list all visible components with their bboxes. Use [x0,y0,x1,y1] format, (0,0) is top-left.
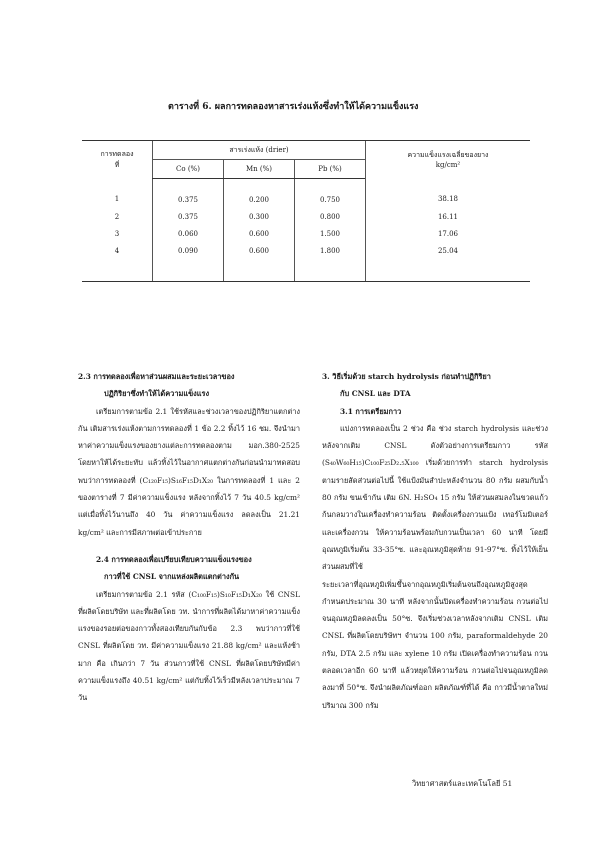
section-3-1-heading: 3.1 การเตรียมกาว [340,406,402,416]
cell-co: 0.060 [153,225,224,242]
left-column [78,368,300,707]
section-2-4-body: เตรียมการตามข้อ 2.1 รหัส (C₁₀₀F₁₅)S₁₀F₁₅D₁X₂₀ ใช้ CNSL ที่ผลิตโดยบริษัท และที่ผลิตโดย วท. นำการที่ผลิตได้มาหาค่าความแข็งแรงของรอยต่อของกาวทั้งสองเทียบกันกับข้อ 2.3 พบว่ากาวที่ใช้ CNSL ที่ผลิตโดย วท. มีค่าความแข็งแรง 21.88 kg/cm² และแห้งช้ามาก คือ เกินกว่า 7 วัน ส่วนกาวที่ใช้ CNSL ที่ผลิตโดยบริษัทมีค่าความแข็งแรงถึง 40.51 kg/cm² แต่กับทิ้งไว้เร็วมีหลังเวลาประมาณ 7 วัน [78,589,300,703]
cell-mn: 0.600 [224,225,295,242]
section-3-1-body-a: แบ่งการทดลองเป็น 2 ช่วง คือ ช่วง starch hydrolysis และช่วงหลังจากเติม CNSL ดังตัวอย่างการเตรียมกาว รหัส (S₄₀W₆₀H₁₅)C₁₀₀F₂₅D₂.₅X₁₀₀ เริ่มด้วยการทำ starch hydrolysis ตามรายสัดส่วนต่อไปนี้ ใช้แป้งมันสำปะหลังจำนวน 80 กรัม ผสมกับน้ำ 80 กรัม ขนเข้ากัน เติม 6N. H₂SO₄ 15 กรัม ให้ส่วนผสมลงในขวดแก้วก้นกลมวางในเครื่องทำความร้อน ติดตั้งเครื่องกวนแป้ง เทอร์โมมิเตอร์และเครื่องกวน ให้ความร้อนพร้อมกับกวนเป็นเวลา 60 นาที โดยมีอุณหภูมิเริ่มต้น 33-35°ซ. และอุณหภูมิสุดท้าย 91-97°ซ. ทิ้งไว้ให้เย็นส่วนผสมที่ใช้ [322,423,548,572]
cell-strength: 16.11 [366,208,531,225]
cell-strength: 25.04 [366,242,531,282]
cell-mn: 0.200 [224,179,295,209]
header-strength-line1: ความแข็งแรงเฉลี่ยของยาง [407,151,489,160]
drier-results-table [82,140,530,282]
section-3-heading-line2: กับ CNSL และ DTA [340,389,411,399]
header-test-line2: ที่ [114,160,120,169]
cell-co: 0.375 [153,179,224,209]
section-2-3-body: เตรียมการตามข้อ 2.1 ใช้รหัสและช่วงเวลาของปฏิกิริยาแตกต่างกัน เติมสารเร่งแห้งตามการทดลองที่ 1 ข้อ 2.2 ทิ้งไว้ 16 ชม. จึงนำมาหาค่าความแข็งแรงของยางแต่ละการทดลองตาม มอก.380-2525 โดยหาให้ได้ระยะทับ แล้วทิ้งไว้ในอากาศแตกต่างกันก่อนนำมาทดสอบ พบว่าการทดลองที่ (C₁₂₀F₁₅)S₁₆F₁₅D₁X₂₀ ในการทดลองที่ 1 และ 2 ของตารางที่ 7 มีค่าความแข็งแรง หลังจากทิ้งไว้ 7 วัน 40.5 kg/cm² แต่เมื่อทิ้งไว้นานถึง 40 วัน ค่าความแข็งแรง ลดลงเป็น 21.21 kg/cm² และการมีสภาพต่อเข้าประกาย [78,406,300,537]
cell-test: 4 [82,242,153,282]
page-footer: วิทยาศาสตร์และเทคโนโลยี 51 [412,779,513,788]
right-column [322,368,548,714]
table-header-row [82,141,530,160]
header-test-line1: การทดลอง [100,149,134,158]
cell-pb: 0.800 [295,208,366,225]
cell-test: 1 [114,195,120,204]
cell-test: 2 [114,212,120,221]
cell-strength: 38.18 [366,179,531,209]
header-drier-group: สารเร่งแห้ง (drier) [153,141,366,160]
cell-strength: 17.06 [366,225,531,242]
table-row [82,225,530,242]
cell-pb: 0.750 [295,179,366,209]
section-3-1-body-b: ระยะเวลาที่อุณหภูมิเพิ่มขึ้นจากอุณหภูมิเริ่มต้นจนถึงอุณหภูมิสูงสุดกำหนดประมาณ 30 นาที หลังจากนั้นปิดเครื่องทำความร้อน กวนต่อไปจนอุณหภูมิลดลงเป็น 50°ซ. จึงเริ่มช่วงเวลาหลังจากเติม CNSL เติม CNSL ที่ผลิตโดยบริษัทฯ จำนวน 100 กรัม, paraformaldehyde 20 กรัม, DTA 2.5 กรัม และ xylene 10 กรัม เปิดเครื่องทำความร้อน กวนตลอดเวลาอีก 60 นาที แล้วหยุดให้ความร้อน กวนต่อไปจนอุณหภูมิลดลงมาที่ 50°ซ. จึงนำผลิตภัณฑ์ออก ผลิตภัณฑ์ที่ได้ คือ กาวมีน้ำตาลใหม่ ปริมาณ 300 กรัม [322,579,548,710]
header-co: Co (%) [153,160,224,179]
section-3-heading-line1: 3. วิธีเริ่มด้วย starch hydrolysis ก่อนทำปฏิกิริยา [322,372,491,381]
header-strength-line2: kg/cm² [435,161,461,170]
section-2-3-heading-line2: ปฏิกิริยาซึ่งทำให้ได้ความแข็งแรง [104,389,210,399]
cell-pb: 1.800 [295,242,366,282]
table-row [82,242,530,282]
header-test-no [82,141,153,179]
cell-mn: 0.600 [224,242,295,282]
cell-co: 0.090 [153,242,224,282]
header-pb: Pb (%) [295,160,366,179]
table-row [82,179,530,209]
section-2-4-heading-line2: กาวที่ใช้ CNSL จากแหล่งผลิตแตกต่างกัน [104,572,240,582]
section-2-4-heading-line1: 2.4 การทดลองเพื่อเปรียบเทียบความแข็งแรงของ [96,554,252,564]
cell-pb: 1.500 [295,225,366,242]
section-2-3-heading-line1: 2.3 การทดลองเพื่อหาส่วนผสมและระยะเวลาของ [78,372,235,381]
cell-test: 3 [114,229,120,238]
cell-mn: 0.300 [224,208,295,225]
table-row [82,208,530,225]
header-strength [366,141,531,179]
table-caption: ตารางที่ 6. ผลการทดลองหาสารเร่งแห้งซึ่งทำให้ได้ความแข็งแรง [168,102,419,112]
header-mn: Mn (%) [224,160,295,179]
cell-co: 0.375 [153,208,224,225]
